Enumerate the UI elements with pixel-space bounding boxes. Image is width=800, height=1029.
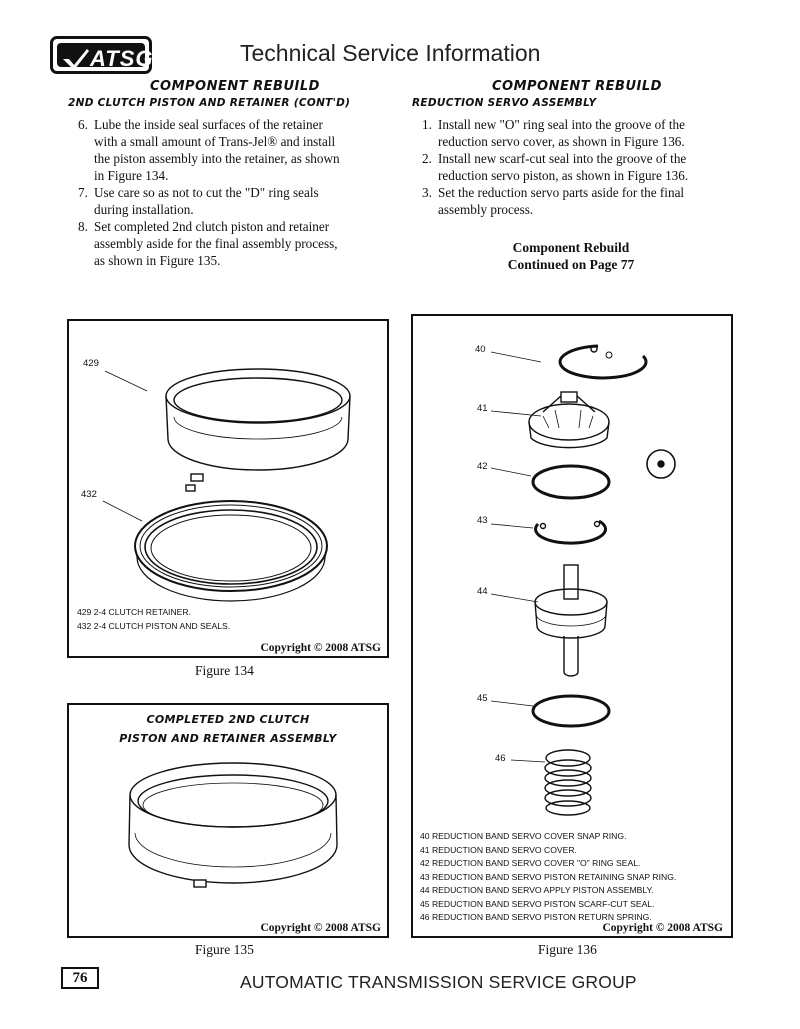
callout-40: 40 xyxy=(475,344,486,355)
figure-135-drawing xyxy=(69,705,391,940)
figure-135-copyright: Copyright © 2008 ATSG xyxy=(260,922,381,934)
right-section-title: COMPONENT REBUILD xyxy=(492,79,662,94)
step-2: 2. Install new scarf-cut seal into the groove of the reduction servo piston, as shown in Figure 136. xyxy=(422,151,689,183)
left-section-title: COMPONENT REBUILD xyxy=(150,79,320,94)
legend-item: 41 REDUCTION BAND SERVO COVER. xyxy=(420,844,577,855)
legend-item: 44 REDUCTION BAND SERVO APPLY PISTON ASSEMBLY. xyxy=(420,885,654,895)
figure-135-box xyxy=(67,703,389,938)
figure-134-box xyxy=(67,319,389,658)
step-6: 6. Lube the inside seal surfaces of the retainer with a small amount of Trans-Jel® and install the piston assembly into the retainer, as shown in Figure 134. xyxy=(78,117,340,183)
legend-item: 45 REDUCTION BAND SERVO PISTON SCARF-CUT SEAL. xyxy=(420,898,655,909)
figure-134-legend xyxy=(77,606,230,633)
page-title: Technical Service Information xyxy=(240,40,541,66)
callout-432: 432 xyxy=(81,489,97,500)
callout-45: 45 xyxy=(477,693,488,704)
callout-46: 46 xyxy=(495,753,506,764)
left-steps xyxy=(68,116,388,269)
step-8: 8. Set completed 2nd clutch piston and retainer assembly aside for the final assembly process, as shown in Figure 135. xyxy=(78,219,338,268)
legend-item: 43 REDUCTION BAND SERVO PISTON RETAINING SNAP RING. xyxy=(420,871,677,882)
callout-44: 44 xyxy=(477,586,488,597)
atsg-logo xyxy=(50,36,152,74)
page-number: 76 xyxy=(61,967,99,989)
step-1: 1. Install new "O" ring seal into the groove of the reduction servo cover, as shown in Figure 136. xyxy=(422,117,685,149)
figure-135-title: COMPLETED 2ND CLUTCH PISTON AND RETAINER ASSEMBLY xyxy=(119,713,337,745)
legend-item: 40 REDUCTION BAND SERVO COVER SNAP RING. xyxy=(420,831,627,841)
figure-135-caption: Figure 135 xyxy=(195,942,254,957)
step-3: 3. Set the reduction servo parts aside for the final assembly process. xyxy=(422,185,685,217)
figure-136-copyright: Copyright © 2008 ATSG xyxy=(602,922,723,934)
checkmark-icon xyxy=(61,47,91,73)
step-7: 7. Use care so as not to cut the "D" ring seals during installation. xyxy=(78,185,319,217)
legend-item: 432 2-4 CLUTCH PISTON AND SEALS. xyxy=(77,620,231,631)
callout-41: 41 xyxy=(477,403,488,414)
callout-43: 43 xyxy=(477,515,488,526)
callout-42: 42 xyxy=(477,461,488,472)
figure-134-caption: Figure 134 xyxy=(195,663,254,678)
continued-note: Component Rebuild Continued on Page 77 xyxy=(507,240,635,272)
left-section-subtitle: 2ND CLUTCH PISTON AND RETAINER (CONT'D) xyxy=(68,97,351,109)
logo-text: ATSG xyxy=(90,46,154,71)
right-steps xyxy=(412,116,732,218)
footer-text: AUTOMATIC TRANSMISSION SERVICE GROUP xyxy=(240,972,637,992)
legend-item: 42 REDUCTION BAND SERVO COVER "O" RING SEAL. xyxy=(420,858,641,868)
right-section-subtitle: REDUCTION SERVO ASSEMBLY xyxy=(412,97,597,109)
figure-136-legend xyxy=(420,830,676,925)
figure-136-caption: Figure 136 xyxy=(538,942,597,957)
figure-134-copyright: Copyright © 2008 ATSG xyxy=(260,642,381,654)
legend-item: 429 2-4 CLUTCH RETAINER. xyxy=(77,607,191,617)
callout-429: 429 xyxy=(83,358,99,369)
legend-item: 46 REDUCTION BAND SERVO PISTON RETURN SPRING. xyxy=(420,912,652,922)
figure-136-box xyxy=(411,314,733,938)
